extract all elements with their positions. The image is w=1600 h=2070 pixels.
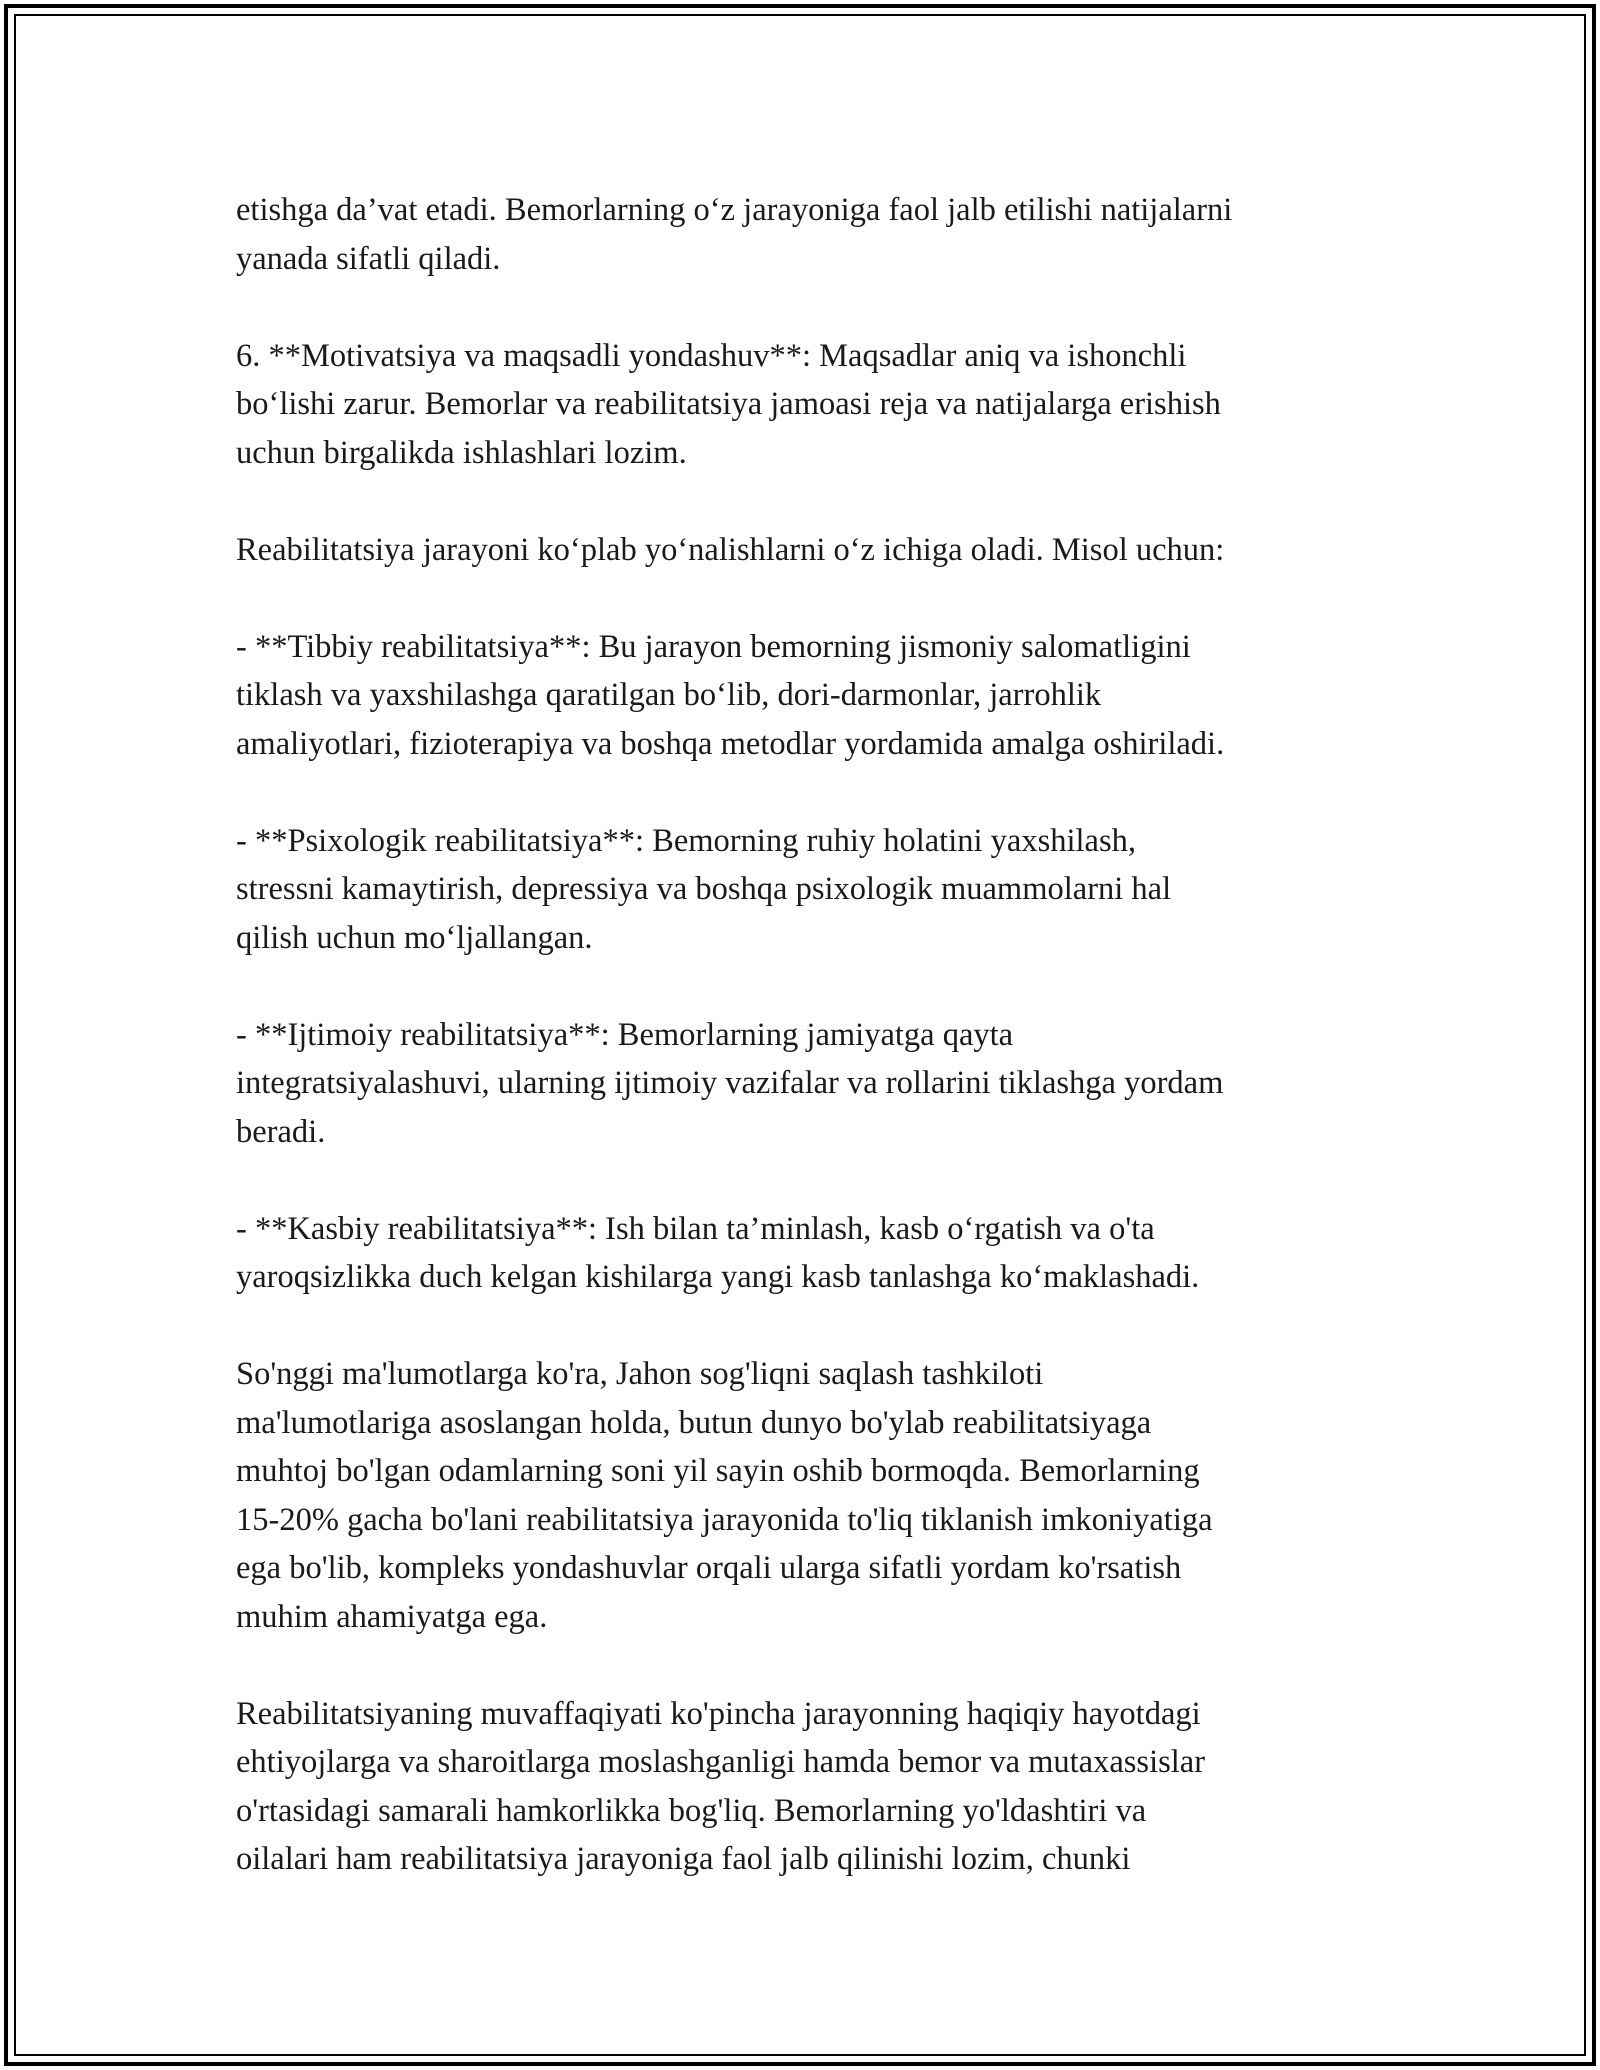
text-line: integratsiyalashuvi, ularning ijtimoiy vazifalar va rollarini tiklashga yordam xyxy=(236,1065,1224,1101)
text-line: ega bo'lib, kompleks yondashuvlar orqali ularga sifatli yordam ko'rsatish xyxy=(236,1550,1182,1586)
text-line: bo‘lishi zarur. Bemorlar va reabilitatsiya jamoasi reja va natijalarga erishish xyxy=(236,386,1221,422)
text-line: - **Tibbiy reabilitatsiya**: Bu jarayon bemorning jismoniy salomatligini xyxy=(236,628,1191,665)
paragraph-3 xyxy=(236,526,1366,575)
text-line: muhim ahamiyatga ega. xyxy=(236,1598,548,1635)
text-line: oilalari ham reabilitatsiya jarayoniga faol jalb qilinishi lozim, chunki xyxy=(236,1841,1131,1877)
text-line: ma'lumotlariga asoslangan holda, butun dunyo bo'ylab reabilitatsiyaga xyxy=(236,1404,1152,1441)
paragraph-7 xyxy=(236,1205,1366,1302)
paragraph-4 xyxy=(236,623,1366,769)
text-line: stressni kamaytirish, depressiya va boshqa psixologik muammolarni hal xyxy=(236,871,1172,907)
text-line: muhtoj bo'lgan odamlarning soni yil sayin oshib bormoqda. Bemorlarning xyxy=(236,1453,1200,1489)
paragraph-9 xyxy=(236,1690,1366,1884)
text-line: qilish uchun mo‘ljallangan. xyxy=(236,919,593,956)
text-line: So'nggi ma'lumotlarga ko'ra, Jahon sog'liqni saqlash tashkiloti xyxy=(236,1356,1044,1392)
document-body xyxy=(236,186,1366,1932)
text-line: o'rtasidagi samarali hamkorlikka bog'liq. Bemorlarning yo'ldashtiri va xyxy=(236,1792,1147,1829)
text-line: yanada sifatli qiladi. xyxy=(236,240,501,277)
paragraph-2 xyxy=(236,332,1366,478)
text-line: tiklash va yaxshilashga qaratilgan bo‘lib, dori-darmonlar, jarrohlik xyxy=(236,677,1102,713)
text-line: amaliyotlari, fizioterapiya va boshqa metodlar yordamida amalga oshiriladi. xyxy=(236,725,1225,762)
paragraph-6 xyxy=(236,1011,1366,1157)
text-line: beradi. xyxy=(236,1113,326,1150)
paragraph-8 xyxy=(236,1350,1366,1641)
text-line: 15-20% gacha bo'lani reabilitatsiya jarayonida to'liq tiklanish imkoniyatiga xyxy=(236,1501,1213,1538)
paragraph-5 xyxy=(236,817,1366,963)
text-line: yaroqsizlikka duch kelgan kishilarga yangi kasb tanlashga ko‘maklashadi. xyxy=(236,1259,1200,1295)
text-line: etishga da’vat etadi. Bemorlarning o‘z jarayoniga faol jalb etilishi natijalarni xyxy=(236,192,1233,228)
text-line: Reabilitatsiya jarayoni ko‘plab yo‘nalishlarni o‘z ichiga oladi. Misol uchun: xyxy=(236,531,1225,568)
text-line: uchun birgalikda ishlashlari lozim. xyxy=(236,434,687,471)
text-line: - **Psixologik reabilitatsiya**: Bemorning ruhiy holatini yaxshilash, xyxy=(236,822,1136,859)
text-line: Reabilitatsiyaning muvaffaqiyati ko'pincha jarayonning haqiqiy hayotdagi xyxy=(236,1695,1201,1732)
text-line: ehtiyojlarga va sharoitlarga moslashganligi hamda bemor va mutaxassislar xyxy=(236,1744,1206,1780)
text-line: - **Kasbiy reabilitatsiya**: Ish bilan ta’minlash, kasb o‘rgatish va o'ta xyxy=(236,1210,1155,1247)
paragraph-1 xyxy=(236,186,1366,283)
text-line: - **Ijtimoiy reabilitatsiya**: Bemorlarning jamiyatga qayta xyxy=(236,1016,1014,1053)
text-line: 6. **Motivatsiya va maqsadli yondashuv**: Maqsadlar aniq va ishonchli xyxy=(236,337,1187,374)
